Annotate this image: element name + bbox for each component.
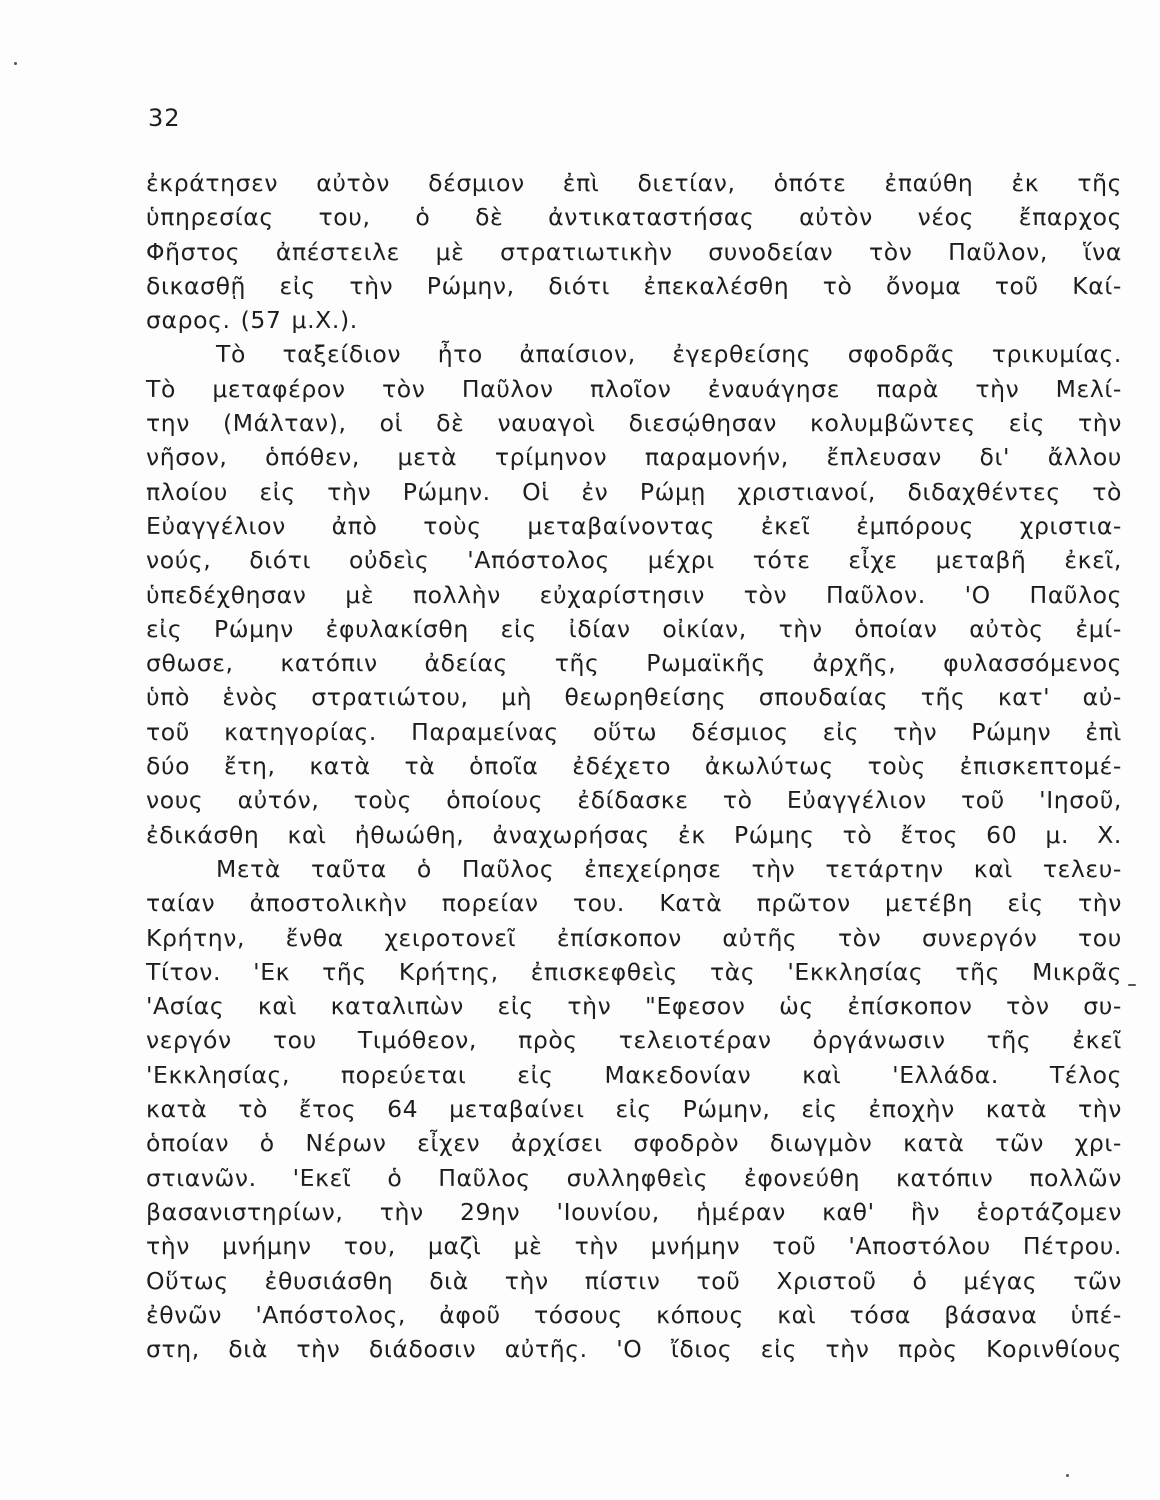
text-line: δύο ἔτη, κατὰ τὰ ὁποῖα ἐδέχετο ἀκωλύτως τοὺς ἐπισκεπτομέ- <box>146 752 1122 781</box>
text-line: πλοίου εἰς τὴν Ρώμην. Οἱ ἐν Ρώμῃ χριστιανοί, διδαχθέντες τὸ <box>146 477 1122 506</box>
scan-speck <box>14 62 17 65</box>
text-line: τοῦ κατηγορίας. Παραμείνας οὕτω δέσμιος εἰς τὴν Ρώμην ἐπὶ <box>146 717 1122 746</box>
text-line: νούς, διότι οὐδεὶς 'Απόστολος μέχρι τότε εἶχε μεταβῆ ἐκεῖ, <box>146 546 1122 575</box>
scan-speck <box>1128 984 1136 986</box>
body-text <box>146 166 1122 1366</box>
scan-speck <box>1066 1474 1069 1477</box>
text-line: Κρήτην, ἔνθα χειροτονεῖ ἐπίσκοπον αὐτῆς τὸν συνεργόν του <box>146 923 1122 952</box>
text-line: κατὰ τὸ ἔτος 64 μεταβαίνει εἰς Ρώμην, εἰς ἐποχὴν κατὰ τὴν <box>146 1095 1122 1124</box>
text-line: ταίαν ἀποστολικὴν πορείαν του. Κατὰ πρῶτον μετέβη εἰς τὴν <box>146 889 1122 918</box>
text-line: σθωσε, κατόπιν ἀδείας τῆς Ρωμαϊκῆς ἀρχῆς, φυλασσόμενος <box>146 649 1122 678</box>
text-line: νεργόν του Τιμόθεον, πρὸς τελειοτέραν ὀργάνωσιν τῆς ἐκεῖ <box>146 1026 1122 1055</box>
text-line: 'Εκκλησίας, πορεύεται εἰς Μακεδονίαν καὶ 'Ελλάδα. Τέλος <box>146 1060 1122 1089</box>
text-line: νῆσον, ὁπόθεν, μετὰ τρίμηνον παραμονήν, ἔπλευσαν δι' ἄλλου <box>146 443 1122 472</box>
paragraph-start-line: Μετὰ ταῦτα ὁ Παῦλος ἐπεχείρησε τὴν τετάρτην καὶ τελευ- <box>216 854 1122 883</box>
text-line: ὁποίαν ὁ Νέρων εἶχεν ἀρχίσει σφοδρὸν διωγμὸν κατὰ τῶν χρι- <box>146 1129 1122 1158</box>
page-number: 32 <box>148 104 181 132</box>
text-line: ὑπὸ ἑνὸς στρατιώτου, μὴ θεωρηθείσης σπουδαίας τῆς κατ' αὐ- <box>146 683 1122 712</box>
text-line: ἐκράτησεν αὐτὸν δέσμιον ἐπὶ διετίαν, ὁπότε ἐπαύθη ἐκ τῆς <box>146 169 1122 197</box>
text-line: Φῆστος ἀπέστειλε μὲ στρατιωτικὴν συνοδείαν τὸν Παῦλον, ἵνα <box>146 237 1122 266</box>
text-line: βασανιστηρίων, τὴν 29ην 'Ιουνίου, ἡμέραν καθ' ἣν ἑορτάζομεν <box>146 1197 1122 1226</box>
text-line: ὑπηρεσίας του, ὁ δὲ ἀντικαταστήσας αὐτὸν νέος ἔπαρχος <box>146 203 1122 232</box>
text-line: σαρος. (57 μ.Χ.). <box>146 306 358 335</box>
text-line: Τὸ μεταφέρον τὸν Παῦλον πλοῖον ἐναυάγησε παρὰ τὴν Μελί- <box>146 374 1122 403</box>
text-line: την (Μάλταν), οἱ δὲ ναυαγοὶ διεσῴθησαν κολυμβῶντες εἰς τὴν <box>146 409 1122 438</box>
text-line: Οὕτως ἐθυσιάσθη διὰ τὴν πίστιν τοῦ Χριστοῦ ὁ μέγας τῶν <box>146 1266 1122 1295</box>
text-line: Τίτον. 'Εκ τῆς Κρήτης, ἐπισκεφθεὶς τὰς 'Εκκλησίας τῆς Μικρᾶς <box>146 957 1122 986</box>
text-line: Εὐαγγέλιον ἀπὸ τοὺς μεταβαίνοντας ἐκεῖ ἐμπόρους χριστια- <box>146 511 1122 540</box>
text-line: ὑπεδέχθησαν μὲ πολλὴν εὐχαρίστησιν τὸν Παῦλον. 'Ο Παῦλος <box>146 580 1122 609</box>
text-line: τὴν μνήμην του, μαζὶ μὲ τὴν μνήμην τοῦ 'Αποστόλου Πέτρου. <box>146 1232 1122 1261</box>
text-line: εἰς Ρώμην ἐφυλακίσθη εἰς ἰδίαν οἰκίαν, τὴν ὁποίαν αὐτὸς ἐμί- <box>146 614 1122 643</box>
paragraph-start-line: Τὸ ταξείδιον ἦτο ἀπαίσιον, ἐγερθείσης σφοδρᾶς τρικυμίας. <box>216 340 1122 369</box>
text-line: νους αὐτόν, τοὺς ὁποίους ἐδίδασκε τὸ Εὐαγγέλιον τοῦ 'Ιησοῦ, <box>146 786 1122 815</box>
text-line: ἐδικάσθη καὶ ἠθωώθη, ἀναχωρήσας ἐκ Ρώμης τὸ ἔτος 60 μ. Χ. <box>146 820 1122 849</box>
text-line: δικασθῇ εἰς τὴν Ρώμην, διότι ἐπεκαλέσθη τὸ ὄνομα τοῦ Καί- <box>146 271 1122 300</box>
text-line: στιανῶν. 'Εκεῖ ὁ Παῦλος συλληφθεὶς ἐφονεύθη κατόπιν πολλῶν <box>146 1163 1122 1192</box>
text-line: 'Ασίας καὶ καταλιπὼν εἰς τὴν "Εφεσον ὡς ἐπίσκοπον τὸν συ- <box>146 992 1122 1021</box>
text-line: ἐθνῶν 'Απόστολος, ἀφοῦ τόσους κόπους καὶ τόσα βάσανα ὑπέ- <box>146 1300 1122 1329</box>
text-line: στη, διὰ τὴν διάδοσιν αὐτῆς. 'Ο ἴδιος εἰς τὴν πρὸς Κορινθίους <box>146 1335 1122 1364</box>
